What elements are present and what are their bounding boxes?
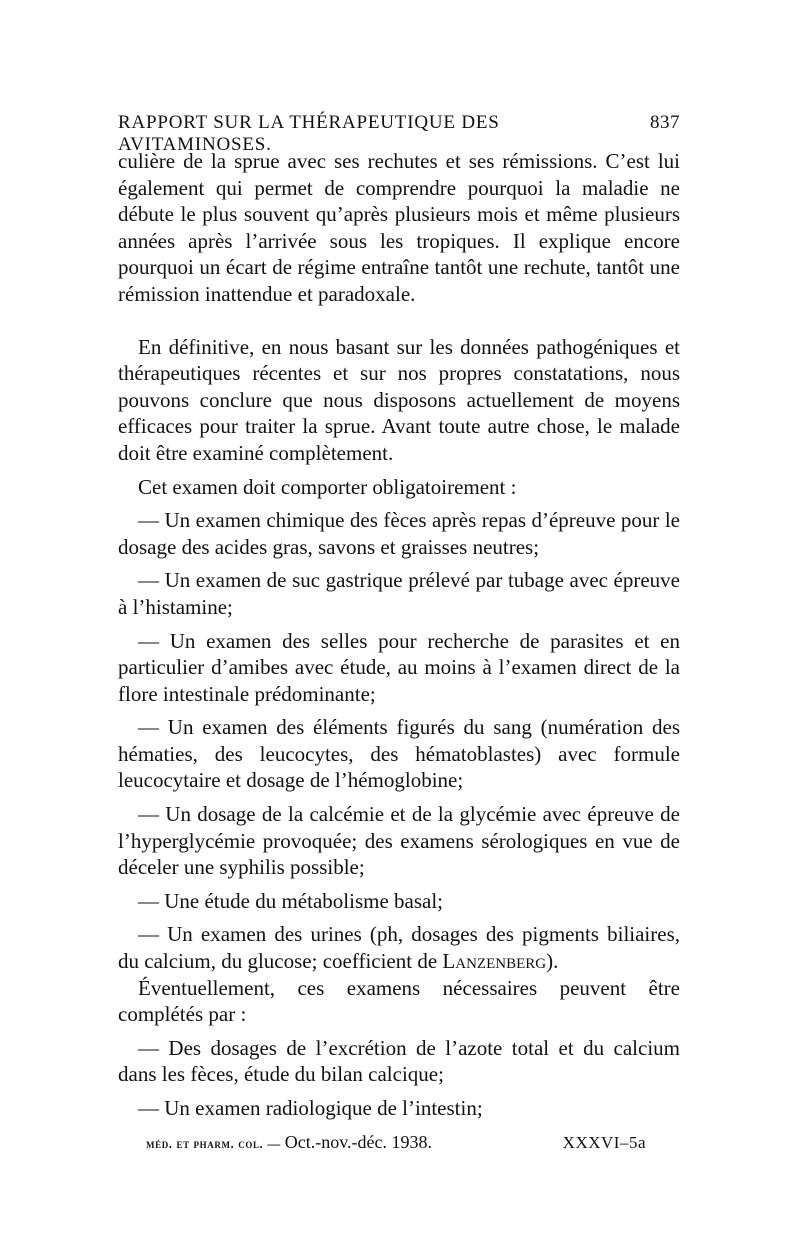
list-item-blood-exam: — Un examen des éléments figurés du sang (numération des hématies, des leucocytes, des hématoblastes) avec formule leucocytaire et dosage de l’hémoglobine;: [118, 715, 680, 793]
running-title: RAPPORT SUR LA THÉRAPEUTIQUE DES AVITAMINOSES.: [118, 112, 500, 155]
list-item-chemical-exam: — Un examen chimique des fèces après repas d’épreuve pour le dosage des acides gras, savons et graisses neutres;: [118, 508, 680, 559]
urine-text: — Un examen des urines (ph, dosages des pigments biliaires, du calcium, du glucose; coefficient de: [118, 922, 680, 974]
paragraph-continuation: culière de la sprue avec ses rechutes et ses rémissions. C’est lui également qui permet de comprendre pourquoi la maladie ne débute le plus souvent qu’après plusieurs mois et même plusieurs années après l’arrivée sous les tropiques. Il explique encore pourquoi un écart de régime entraîne tantôt une rechute, tantôt une rémission inattendue et paradoxale.: [118, 149, 680, 306]
list-item-radiology: — Un examen radiologique de l’intestin;: [138, 1096, 483, 1120]
journal-name: [146, 1132, 432, 1153]
list-item-urine-exam: [118, 921, 680, 974]
footer: [146, 1132, 646, 1153]
list-item-metabolism: — Une étude du métabolisme basal;: [138, 888, 444, 913]
paragraph-optional: Éventuellement, ces examens nécessaires peuvent être complétés par :: [118, 975, 680, 1027]
signature-mark: XXXVI–5a: [562, 1133, 646, 1152]
urine-end: ).: [546, 949, 559, 974]
journal-abbrev: méd. et pharm. col. —: [146, 1136, 281, 1151]
author-name: Lanzenberg: [442, 949, 547, 974]
list-item-gastric-exam: — Un examen de suc gastrique prélevé par tubage avec épreuve à l’histamine;: [118, 568, 680, 619]
list-item-calcemia: — Un dosage de la calcémie et de la glycémie avec épreuve de l’hyperglycémie provoquée; des examens sérologiques en vue de déceler une syphilis possible;: [118, 802, 680, 880]
page: [118, 112, 680, 1122]
running-header: [118, 112, 680, 155]
paragraph-conclusion: En définitive, en nous basant sur les données pathogéniques et thérapeutiques récentes et sur nos propres constatations, nous pouvons conclure que nous disposons actuellement de moyens efficaces pour traiter la sprue. Avant toute autre chose, le malade doit être examiné complètement.: [118, 334, 680, 465]
paragraph-exam-intro: Cet examen doit comporter obligatoirement :: [138, 474, 517, 499]
list-item-stool-exam: — Un examen des selles pour recherche de parasites et en particulier d’amibes avec étude, au moins à l’examen direct de la flore intestinale prédominante;: [118, 628, 680, 706]
issue-date: Oct.-nov.-déc. 1938.: [284, 1132, 433, 1152]
page-number: 837: [650, 112, 680, 133]
list-item-nitrogen: — Des dosages de l’excrétion de l’azote total et du calcium dans les fèces, étude du bilan calcique;: [118, 1035, 680, 1087]
